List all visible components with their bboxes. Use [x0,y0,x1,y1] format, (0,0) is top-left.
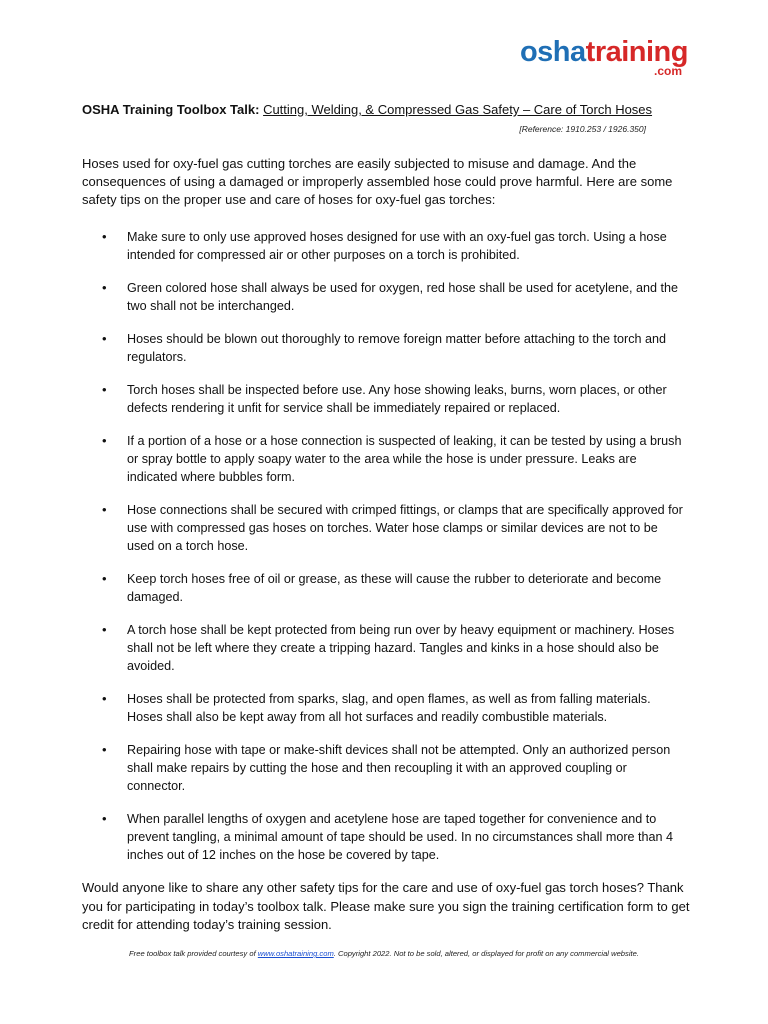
tip-text: A torch hose shall be kept protected from being run over by heavy equipment or machinery. Hoses shall not be left where they create a tripping hazard. Tangles and kinks in a hose should also be avoided. [127,623,675,673]
tip-text: If a portion of a hose or a hose connection is suspected of leaking, it can be tested by using a brush or spray bottle to apply soapy water to the area while the hose is under pressure. Leaks are indicated where bubbles form. [127,434,682,484]
tip-text: Repairing hose with tape or make-shift devices shall not be attempted. Only an authorized person shall make repairs by cutting the hose and then recoupling it with an approved coupling or connector. [127,743,671,793]
bullet-icon: • [102,571,107,586]
logo-training-text: training [585,36,688,68]
tip-text: Make sure to only use approved hoses designed for use with an oxy-fuel gas torch. Using a hose intended for compressed air or other purposes on a torch is prohibited. [127,230,667,262]
safety-tips-list [82,228,688,879]
list-item [82,741,688,795]
logo-com-text: .com [653,64,682,78]
list-item [82,690,688,726]
tip-text: Green colored hose shall always be used for oxygen, red hose shall be used for acetylene, and the two shall not be interchanged. [127,281,678,313]
page-title [82,102,702,117]
list-item [82,279,688,315]
bullet-icon: • [102,382,107,397]
bullet-icon: • [102,229,107,244]
list-item [82,621,688,675]
closing-paragraph: Would anyone like to share any other safety tips for the care and use of oxy-fuel gas torch hoses? Thank you for participating in today’s toolbox talk. Please make sure you sign the training certification form to get credit for attending today’s training session. [82,880,690,932]
bullet-icon: • [102,331,107,346]
title-prefix: OSHA Training Toolbox Talk: [82,102,260,117]
tip-text: Hose connections shall be secured with crimped fittings, or clamps that are specifically approved for use with compressed gas hoses on torches. Water hose clamps or similar devices are not to be used on a torch hose. [127,503,683,553]
tip-text: Torch hoses shall be inspected before use. Any hose showing leaks, burns, worn places, or other defects rendering it unfit for service shall be immediately repaired or replaced. [127,383,667,415]
list-item [82,810,688,864]
logo-wordmark [520,38,688,67]
logo-osha-text: osha [519,36,586,68]
list-item [82,228,688,264]
footer-website-link[interactable]: www.oshatraining.com [257,949,334,958]
bullet-icon: • [102,811,107,826]
bullet-icon: • [102,280,107,295]
footer-copyright [0,949,768,958]
tip-text: Hoses should be blown out thoroughly to remove foreign matter before attaching to the torch and regulators. [127,332,667,364]
tip-text: Hoses shall be protected from sparks, slag, and open flames, as well as from falling materials. Hoses shall also be kept away from all hot surfaces and readily combustible materials. [127,692,651,724]
list-item [82,570,688,606]
title-subject: Cutting, Welding, & Compressed Gas Safety – Care of Torch Hoses [263,102,653,117]
footer-before: Free toolbox talk provided courtesy of [129,949,258,958]
list-item [82,381,688,417]
tip-text: Keep torch hoses free of oil or grease, as these will cause the rubber to deteriorate and become damaged. [127,572,662,604]
bullet-icon: • [102,622,107,637]
bullet-icon: • [102,502,107,517]
list-item [82,432,688,486]
bullet-icon: • [102,691,107,706]
bullet-icon: • [102,742,107,757]
list-item [82,330,688,366]
list-item [82,501,688,555]
oshatraining-logo [520,38,688,77]
reference-note: [Reference: 1910.253 / 1926.350] [519,124,646,134]
footer-after: . Copyright 2022. Not to be sold, altered, or displayed for profit on any commercial website. [333,949,639,958]
bullet-icon: • [102,433,107,448]
intro-paragraph: Hoses used for oxy-fuel gas cutting torches are easily subjected to misuse and damage. And the consequences of using a damaged or improperly assembled hose could prove harmful. Here are some safety tips on the proper use and care of hoses for oxy-fuel gas torches: [82,156,673,207]
tip-text: When parallel lengths of oxygen and acetylene hose are taped together for convenience and to prevent tangling, a minimal amount of tape should be used. In no circumstances shall more than 4 inches out of 12 inches on the hose be covered by tape. [127,812,674,862]
